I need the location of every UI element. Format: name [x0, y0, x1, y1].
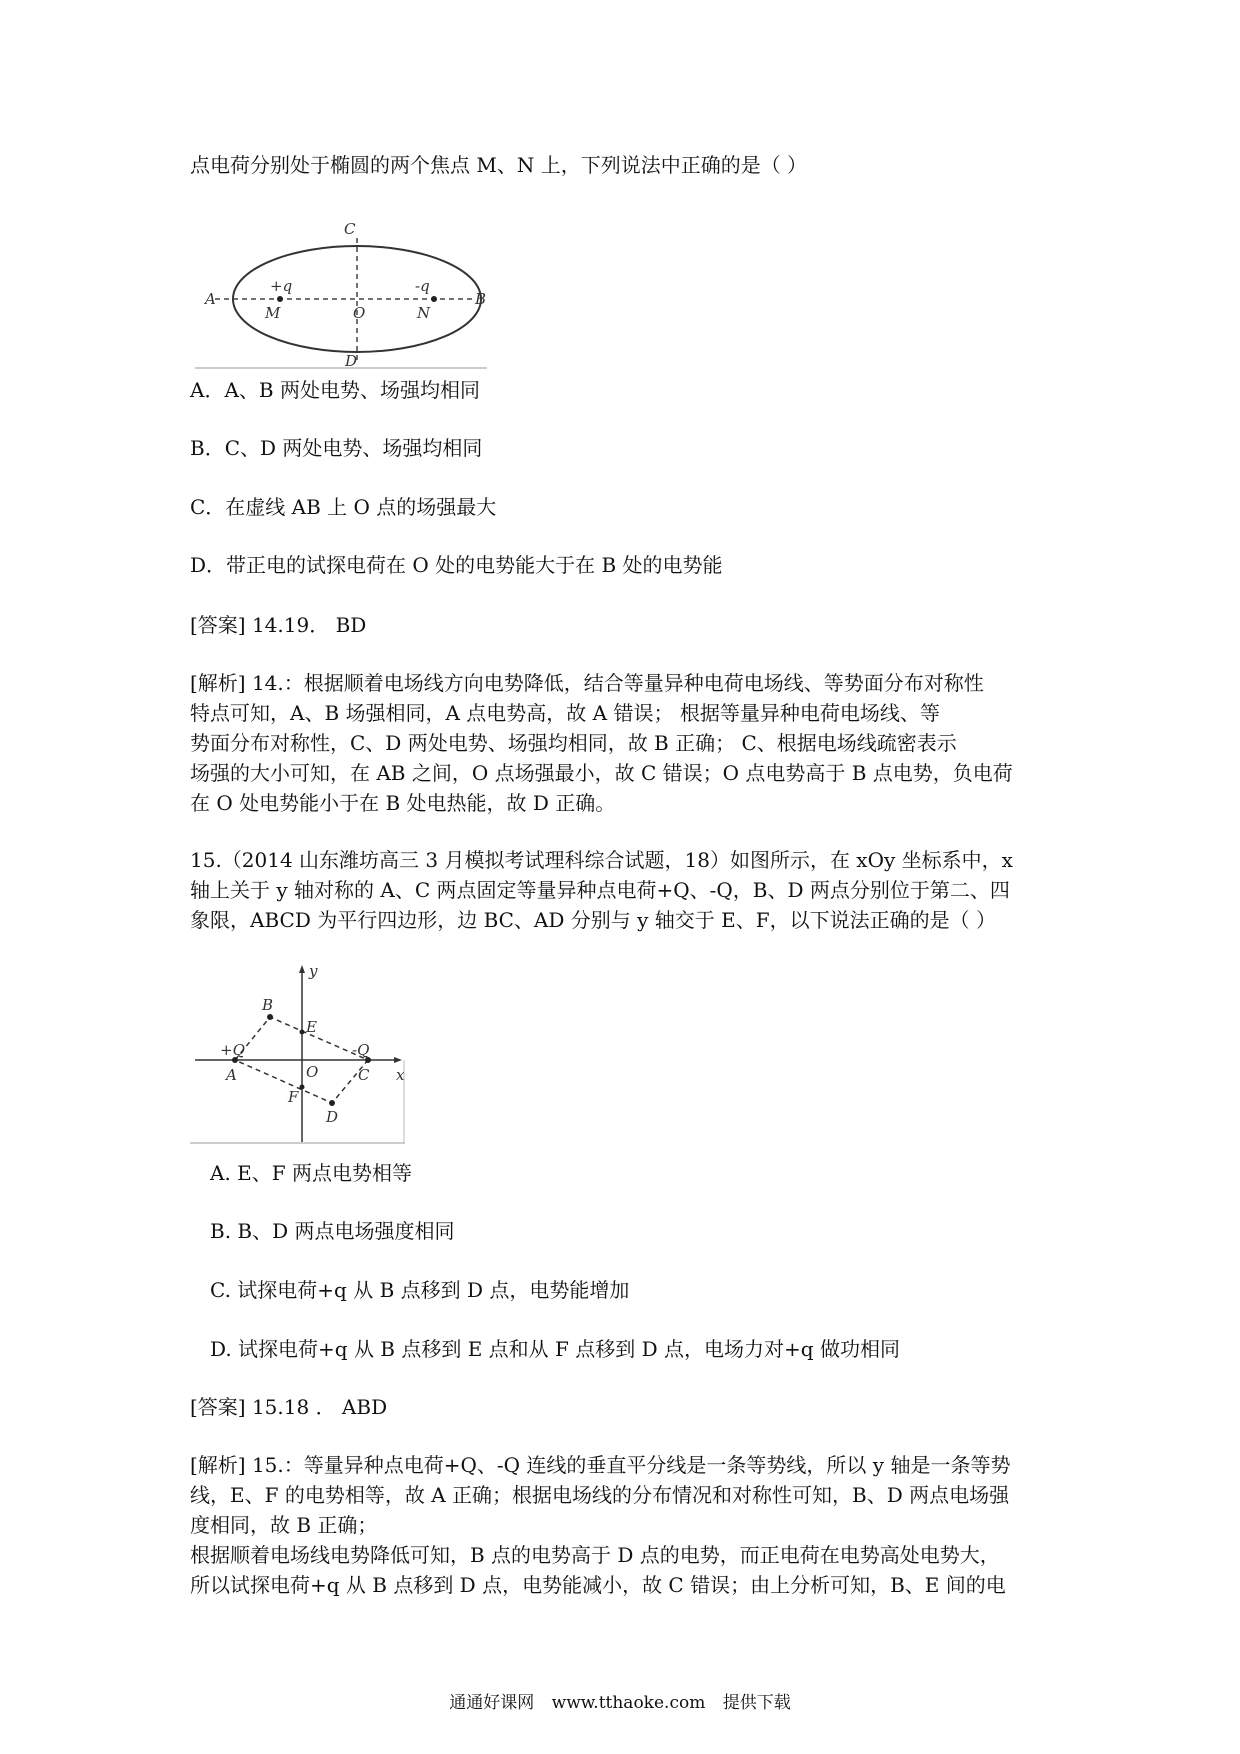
parallelogram-label-o: O: [306, 1063, 319, 1081]
ellipse-label-b: B: [475, 290, 487, 308]
q14-analysis-line: 在 O 处电势能小于在 B 处电热能，故 D 正确。: [190, 791, 616, 815]
ellipse-label-pq: +q: [270, 277, 293, 295]
parallelogram-figure: [190, 960, 420, 1145]
q15-stem-line: 轴上关于 y 轴对称的 A、C 两点固定等量异种点电荷+Q、-Q，B、D 两点分别位于第二、四: [190, 878, 1010, 902]
ellipse-label-a: A: [205, 290, 216, 308]
ellipse-label-d: D: [345, 352, 358, 370]
parallelogram-label-d: D: [326, 1108, 339, 1126]
q15-answer: [答案] 15.18 ． ABD: [190, 1395, 388, 1419]
parallelogram-label-nq: -Q: [352, 1041, 370, 1059]
parallelogram-label-pq: +Q: [220, 1041, 245, 1059]
parallelogram-label-c: C: [358, 1066, 370, 1084]
q15-option-b: B. B、D 两点电场强度相同: [210, 1219, 455, 1243]
q15-analysis-line: [解析] 15.：等量异种点电荷+Q、-Q 连线的垂直平分线是一条等势线，所以 y 轴是一条等势: [190, 1453, 1011, 1477]
footer-url[interactable]: www.tthaoke.com: [551, 1693, 706, 1713]
footer-tail: 提供下载: [722, 1693, 791, 1713]
ellipse-label-m: M: [265, 304, 281, 322]
footer-site: 通通好课网: [449, 1693, 535, 1713]
ellipse-label-nq: -q: [415, 277, 430, 295]
q15-analysis-line: 所以试探电荷+q 从 B 点移到 D 点，电势能减小，故 C 错误；由上分析可知，B、E 间的电: [190, 1573, 1006, 1597]
ellipse-figure: [195, 220, 495, 375]
q14-option-d: D．带正电的试探电荷在 O 处的电势能大于在 B 处的电势能: [190, 553, 723, 577]
ellipse-label-o: O: [353, 304, 366, 322]
parallelogram-label-e: E: [306, 1018, 317, 1036]
q15-analysis-line: 根据顺着电场线电势降低可知，B 点的电势高于 D 点的电势，而正电荷在电势高处电势大，: [190, 1543, 1000, 1567]
q14-answer: [答案] 14.19． BD: [190, 613, 367, 637]
q15-stem-line: 15.（2014 山东潍坊高三 3 月模拟考试理科综合试题，18）如图所示，在 xOy 坐标系中，x: [190, 848, 1013, 872]
q14-analysis-line: 场强的大小可知，在 AB 之间，O 点场强最小，故 C 错误；O 点电势高于 B 点电势，负电荷: [190, 761, 1013, 785]
q15-analysis-line: 线，E、F 的电势相等，故 A 正确；根据电场线的分布情况和对称性可知，B、D 两点电场强: [190, 1483, 1010, 1507]
q15-option-d: D. 试探电荷+q 从 B 点移到 E 点和从 F 点移到 D 点，电场力对+q 做功相同: [210, 1337, 900, 1361]
q15-option-c: C. 试探电荷+q 从 B 点移到 D 点，电势能增加: [210, 1278, 630, 1302]
q14-option-c: C．在虚线 AB 上 O 点的场强最大: [190, 495, 497, 519]
q14-option-a: A．A、B 两处电势、场强均相同: [190, 378, 480, 402]
q15-analysis-line: 度相同，故 B 正确；: [190, 1513, 378, 1537]
page-footer: [0, 1691, 1240, 1715]
q14-analysis-line: [解析] 14.：根据顺着电场线方向电势降低，结合等量异种电荷电场线、等势面分布对称性: [190, 671, 984, 695]
q14-analysis-line: 特点可知，A、B 场强相同，A 点电势高，故 A 错误； 根据等量异种电荷电场线、等: [190, 701, 940, 725]
q15-option-a: A. E、F 两点电势相等: [210, 1161, 412, 1185]
ellipse-label-n: N: [417, 304, 431, 322]
q14-analysis-line: 势面分布对称性，C、D 两处电势、场强均相同，故 B 正确； C、根据电场线疏密表示: [190, 731, 957, 755]
parallelogram-label-f: F: [288, 1088, 299, 1106]
parallelogram-label-y: y: [309, 962, 318, 980]
parallelogram-label-x: x: [396, 1066, 405, 1084]
q14-option-b: B．C、D 两处电势、场强均相同: [190, 436, 483, 460]
q15-stem-line: 象限，ABCD 为平行四边形，边 BC、AD 分别与 y 轴交于 E、F，以下说法正确的是（ ）: [190, 908, 996, 932]
q14-stem: 点电荷分别处于椭圆的两个焦点 M、N 上，下列说法中正确的是（ ）: [190, 153, 808, 177]
ellipse-label-c: C: [344, 220, 356, 238]
parallelogram-label-a: A: [226, 1066, 237, 1084]
parallelogram-label-b: B: [262, 996, 274, 1014]
